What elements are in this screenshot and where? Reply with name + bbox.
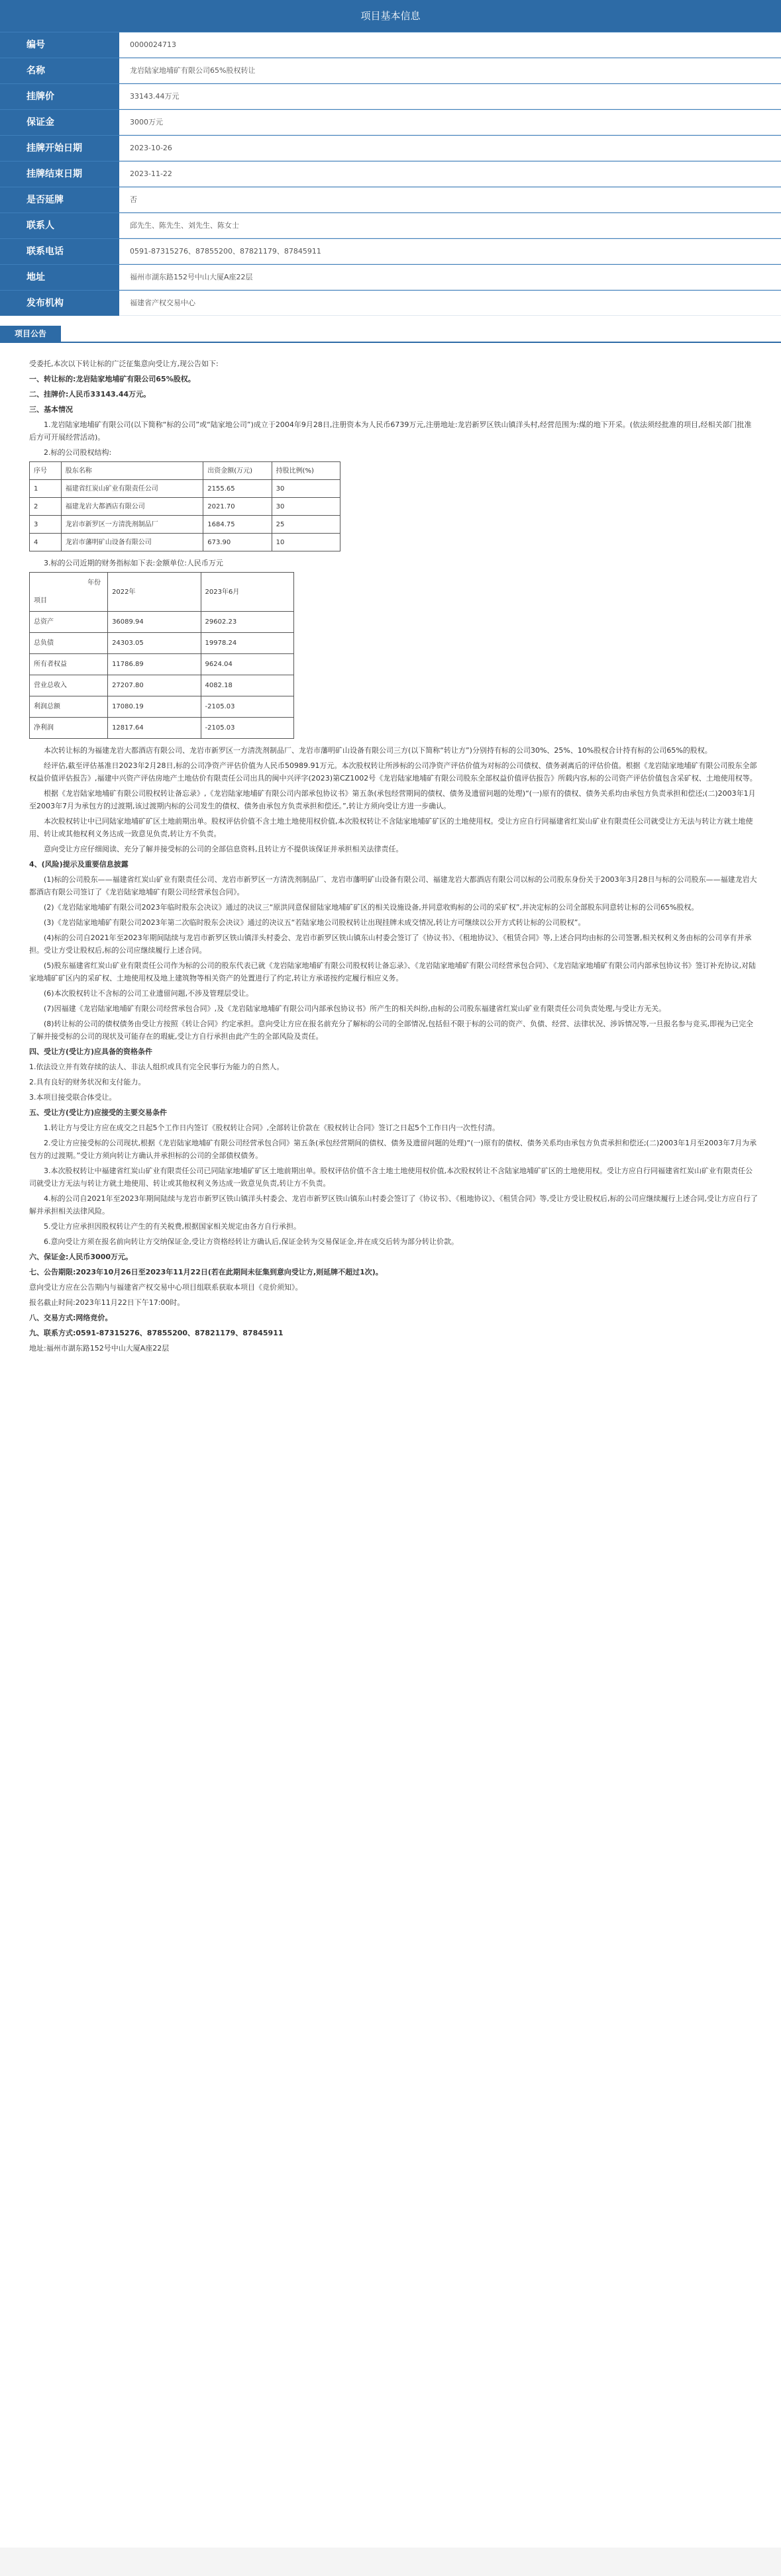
table-cell: 1684.75 [203,516,272,534]
info-row-phone [0,238,781,264]
qualification-item: 1.依法设立并有效存续的法人、非法人组织或具有完全民事行为能力的自然人。 [29,1063,284,1071]
period-note: 意向受让方应在公告期内与福建省产权交易中心项目组联系获取本项目《竞价须知》。 [29,1283,303,1292]
section-method: 八、交易方式:网络竞价。 [29,1313,113,1322]
table-cell: 2155.65 [203,480,272,498]
table-cell: 营业总收入 [30,675,108,696]
table-row [30,654,294,675]
section-risk: 4、(风险)提示及重要信息披露 [29,860,129,869]
tab-project-notice[interactable]: 项目公告 [0,326,61,342]
section-qualification: 四、受让方(受让方)应具备的资格条件 [29,1047,153,1056]
section-period: 七、公告期限:2023年10月26日至2023年11月22日(若在此期间未征集到意向受让方,则延牌不超过1次)。 [29,1268,383,1276]
table-cell: 1 [30,480,62,498]
term-item: 3.本次股权转让中福建省红炭山矿业有限责任公司已同陆家地埔矿矿区土地前期出单。股权评估价值不含土地土地使用权价值,本次股权转让不含陆家地埔矿矿区的土地使用权。受让方应自行同福建省红炭山矿业有限责任公司就受让方无法与转让方就土地使用、转让或其他权利义务达成一致意见负责,转让方不负责。 [29,1167,753,1188]
info-label: 挂牌开始日期 [0,136,119,161]
table-row [30,633,294,654]
term-item: 1.转让方与受让方应在成交之日起5个工作日内签订《股权转让合同》,全部转让价款在《股权转让合同》签订之日起5个工作日内一次性付清。 [44,1123,499,1132]
info-label: 发布机构 [0,291,119,316]
info-value: 0591-87315276、87855200、87821179、87845911 [119,239,781,264]
info-value: 3000万元 [119,110,781,135]
notice-content [29,358,758,1357]
table-cell: 673.90 [203,534,272,551]
paragraph: 3.标的公司近期的财务指标如下表:金额单位:人民币万元 [44,559,223,567]
table-header: 持股比例(%) [272,462,340,480]
info-row-id [0,32,781,58]
info-value: 2023-11-22 [119,162,781,187]
info-label: 名称 [0,58,119,83]
table-row [30,612,294,633]
info-label: 联系人 [0,213,119,238]
section-basic: 三、基本情况 [29,405,73,414]
risk-item: (2)《龙岩陆家地埔矿有限公司2023年临时股东会决议》通过的决议三“原洪同意保留陆家地埔矿矿区的相关设施设备,并同意收购标的公司的采矿权”,并决定标的公司全部股东同意转让标的公司65%股权。 [44,903,699,912]
qualification-item: 2.具有良好的财务状况和支付能力。 [29,1078,146,1086]
info-value: 龙岩陆家地埔矿有限公司65%股权转让 [119,58,781,83]
section-contact: 九、联系方式:0591-87315276、87855200、87821179、87845911 [29,1329,284,1337]
section-target: 一、转让标的:龙岩陆家地埔矿有限公司65%股权。 [29,375,195,383]
footer-bar [0,2548,781,2576]
info-table-header: 项目基本信息 [0,0,781,32]
table-cell: 福建龙岩大都酒店有限公司 [61,498,203,516]
info-label: 地址 [0,265,119,290]
risk-item: (5)股东福建省红炭山矿业有限责任公司作为标的公司的股东代表已就《龙岩陆家地埔矿有限公司股权转让备忘录》、《龙岩陆家地埔矿有限公司经营承包合同》、《龙岩陆家地埔矿有限公司内部承包协议书》签订补充协议,对陆家地埔矿矿区内的采矿权、土地使用权及地上建筑物等相关资产的处置进行了约定,转让方承诺按约定履行相应义务。 [29,961,756,982]
info-label: 编号 [0,32,119,58]
table-cell: 福建省红炭山矿业有限责任公司 [61,480,203,498]
term-item: 4.标的公司自2021年至2023年期间陆续与龙岩市新罗区铁山镇洋头村委会、龙岩市新罗区铁山镇东山村委会签订了《协议书》、《租地协议》、《租赁合同》等,受让方受让股权后,标的公司应继续履行上述合同,受让方应自行了解并承担相关法律风险。 [29,1194,758,1216]
table-cell: 19978.24 [201,633,293,654]
info-row-start-date [0,135,781,161]
term-item: 5.受让方应承担因股权转让产生的有关税费,根据国家相关规定由各方自行承担。 [44,1222,301,1231]
equity-table [29,461,340,551]
table-cell: 29602.23 [201,612,293,633]
table-cell: 11786.89 [108,654,201,675]
paragraph: 经评估,截至评估基准日2023年2月28日,标的公司净资产评估价值为人民币50989.91万元。本次股权转让所涉标的公司净资产评估价值为对标的公司债权、债务剥离后的评估价值。根据《龙岩陆家地埔矿有限公司股东全部权益价值评估报告》,福建中兴资产评估房地产土地估价有限责任公司出具的闽中兴评字(2023)第CZ1002号《龙岩陆家地埔矿有限公司股东全部权益价值评估报告》所载内容,标的公司资产评估价值包含采矿权、土地使用权等。 [29,761,757,783]
risk-item: (8)转让标的公司的债权债务由受让方按照《转让合同》约定承担。意向受让方应在报名前充分了解标的公司的全部情况,包括但不限于标的公司的资产、负债、经营、法律状况、涉诉情况等,一旦报名参与竞买,即视为已完全了解并接受标的公司的现状及可能存在的瑕疵,受让方自行承担由此产生的全部风险及责任。 [29,1020,754,1041]
risk-item: (7)因福建《龙岩陆家地埔矿有限公司经营承包合同》,及《龙岩陆家地埔矿有限公司内部承包协议书》所产生的相关纠纷,由标的公司股东福建省红炭山矿业有限责任公司负责处理,与受让方无关。 [44,1004,666,1013]
table-cell: 2 [30,498,62,516]
info-label: 保证金 [0,110,119,135]
section-terms: 五、受让方(受让方)应接受的主要交易条件 [29,1108,168,1117]
table-cell: 龙岩市新罗区一方清洗剂制品厂 [61,516,203,534]
paragraph: 意向受让方应仔细阅读、充分了解并接受标的公司的全部信息资料,且转让方不提供该保证并承担相关法律责任。 [44,845,403,853]
table-cell: -2105.03 [201,696,293,718]
table-row [30,480,340,498]
info-row-deposit [0,109,781,135]
info-value: 福建省产权交易中心 [119,291,781,316]
table-cell: 10 [272,534,340,551]
table-cell: 净利润 [30,718,108,739]
table-row [30,534,340,551]
info-row-publisher [0,290,781,316]
paragraph: 2.标的公司股权结构: [44,448,112,457]
table-cell: 36089.94 [108,612,201,633]
table-row [30,675,294,696]
section-price: 二、挂牌价:人民币33143.44万元。 [29,390,151,399]
table-cell: 9624.04 [201,654,293,675]
risk-item: (6)本次股权转让不含标的公司工业遗留问题,不涉及管理层受让。 [44,989,254,998]
intro-text: 受委托,本次以下转让标的广泛征集意向受让方,现公告如下: [29,359,219,368]
deadline-note: 报名截止时间:2023年11月22日下午17:00时。 [29,1298,185,1307]
risk-item: (1)标的公司股东——福建省红炭山矿业有限责任公司、龙岩市新罗区一方清洗剂制品厂、龙岩市藩明矿山设备有限公司、福建龙岩大都酒店有限公司以标的公司股东身份关于2003年3月28日与标的公司股东——福建龙岩大都酒店有限公司签订了《龙岩陆家地埔矿有限公司经营承包合同》。 [29,875,757,896]
contact-address: 地址:福州市湖东路152号中山大厦A座22层 [29,1344,170,1353]
table-header: 序号 [30,462,62,480]
table-cell: 12817.64 [108,718,201,739]
info-value: 2023-10-26 [119,136,781,161]
table-cell: 总资产 [30,612,108,633]
project-info-table [0,0,781,316]
table-header-sub: 年份 [87,579,101,587]
table-cell: -2105.03 [201,718,293,739]
financial-table [29,572,294,739]
table-row [30,718,294,739]
table-header: 2023年6月 [201,573,293,612]
info-label: 挂牌价 [0,84,119,109]
risk-item: (4)标的公司自2021年至2023年期间陆续与龙岩市新罗区铁山镇洋头村委会、龙岩市新罗区铁山镇东山村委会签订了《协议书》、《租地协议》、《租赁合同》等,上述合同均由标的公司签署,相关权利义务由标的公司享有并承担。受让方受让股权后,标的公司应继续履行上述合同。 [29,933,752,955]
info-row-end-date [0,161,781,187]
table-cell: 24303.05 [108,633,201,654]
info-value: 否 [119,187,781,213]
table-cell: 17080.19 [108,696,201,718]
paragraph: 根据《龙岩陆家地埔矿有限公司股权转让备忘录》,《龙岩陆家地埔矿有限公司内部承包协议书》第五条(承包经营期间的债权、债务及遗留问题的处理)“(一)原有的债权、债务关系均由承包方负责承担和偿还;(二)2003年1月至2003年7月为承包方的过渡期,该过渡期内标的公司发生的债权、债务由承包方负责承担和偿还。”,转让方须向受让方进一步确认。 [29,789,756,810]
info-label: 是否延牌 [0,187,119,213]
section-deposit: 六、保证金:人民币3000万元。 [29,1253,133,1261]
info-label: 联系电话 [0,239,119,264]
table-row [30,696,294,718]
table-cell: 30 [272,498,340,516]
qualification-item: 3.本项目接受联合体受让。 [29,1093,117,1102]
info-value: 33143.44万元 [119,84,781,109]
paragraph: 本次转让标的为福建龙岩大都酒店有限公司、龙岩市新罗区一方清洗剂制品厂、龙岩市藩明矿山设备有限公司三方(以下简称“转让方”)分别持有标的公司30%、25%、10%股权合计持有标的公司65%的股权。 [44,746,712,755]
table-row [30,516,340,534]
info-value: 0000024713 [119,32,781,58]
table-cell: 4 [30,534,62,551]
risk-item: (3)《龙岩陆家地埔矿有限公司2023年第二次临时股东会决议》通过的决议五“若陆家地公司股权转让出现挂牌未成交情况,转让方可继续以公开方式转让标的公司股权”。 [44,918,586,927]
table-cell: 2021.70 [203,498,272,516]
table-header: 2022年 [108,573,201,612]
table-cell: 龙岩市藩明矿山设备有限公司 [61,534,203,551]
table-header-row [30,573,294,612]
term-item: 6.意向受让方须在报名前向转让方交纳保证金,受让方资格经转让方确认后,保证金转为交易保证金,并在成交后转为部分转让价款。 [44,1237,458,1246]
info-row-extended [0,187,781,213]
table-cell: 所有者权益 [30,654,108,675]
table-header-row [30,462,340,480]
table-cell: 30 [272,480,340,498]
info-row-name [0,58,781,83]
table-header: 出资金额(万元) [203,462,272,480]
table-cell: 总负债 [30,633,108,654]
notice-tab-bar [0,326,781,343]
table-header [30,573,108,612]
paragraph: 1.龙岩陆家地埔矿有限公司(以下简称“标的公司”或“陆家地公司”)成立于2004年9月28日,注册资本为人民币6739万元,注册地址:龙岩新罗区铁山镇洋头村,经营范围为:煤的地下开采。(依法须经批准的项目,经相关部门批准后方可开展经营活动)。 [29,420,752,442]
term-item: 2.受让方应接受标的公司现状,根据《龙岩陆家地埔矿有限公司经营承包合同》第五条(承包经营期间的债权、债务及遗留问题的处理)“(一)原有的债权、债务关系均由承包方负责承担和偿还;(二)2003年1月至2003年7月为承包方的过渡期。”受让方须向转让方确认并承担标的公司的全部债权债务。 [29,1139,757,1160]
table-cell: 25 [272,516,340,534]
table-header: 股东名称 [61,462,203,480]
table-cell: 4082.18 [201,675,293,696]
table-header-main: 项目 [34,597,47,604]
info-row-contact [0,213,781,238]
info-row-address [0,264,781,290]
table-cell: 利润总额 [30,696,108,718]
info-label: 挂牌结束日期 [0,162,119,187]
info-row-price [0,83,781,109]
table-row [30,498,340,516]
info-value: 邱先生、陈先生、刘先生、陈女士 [119,213,781,238]
info-value: 福州市湖东路152号中山大厦A座22层 [119,265,781,290]
paragraph: 本次股权转让中已同陆家地埔矿矿区土地前期出单。股权评估价值不含土地土地使用权价值,本次股权转让不含陆家地埔矿矿区的土地使用权。受让方应自行同福建省红炭山矿业有限责任公司就受让方无法与转让方就土地使用、转让或其他权利义务达成一致意见负责,转让方不负责。 [29,817,753,838]
table-cell: 3 [30,516,62,534]
table-cell: 27207.80 [108,675,201,696]
